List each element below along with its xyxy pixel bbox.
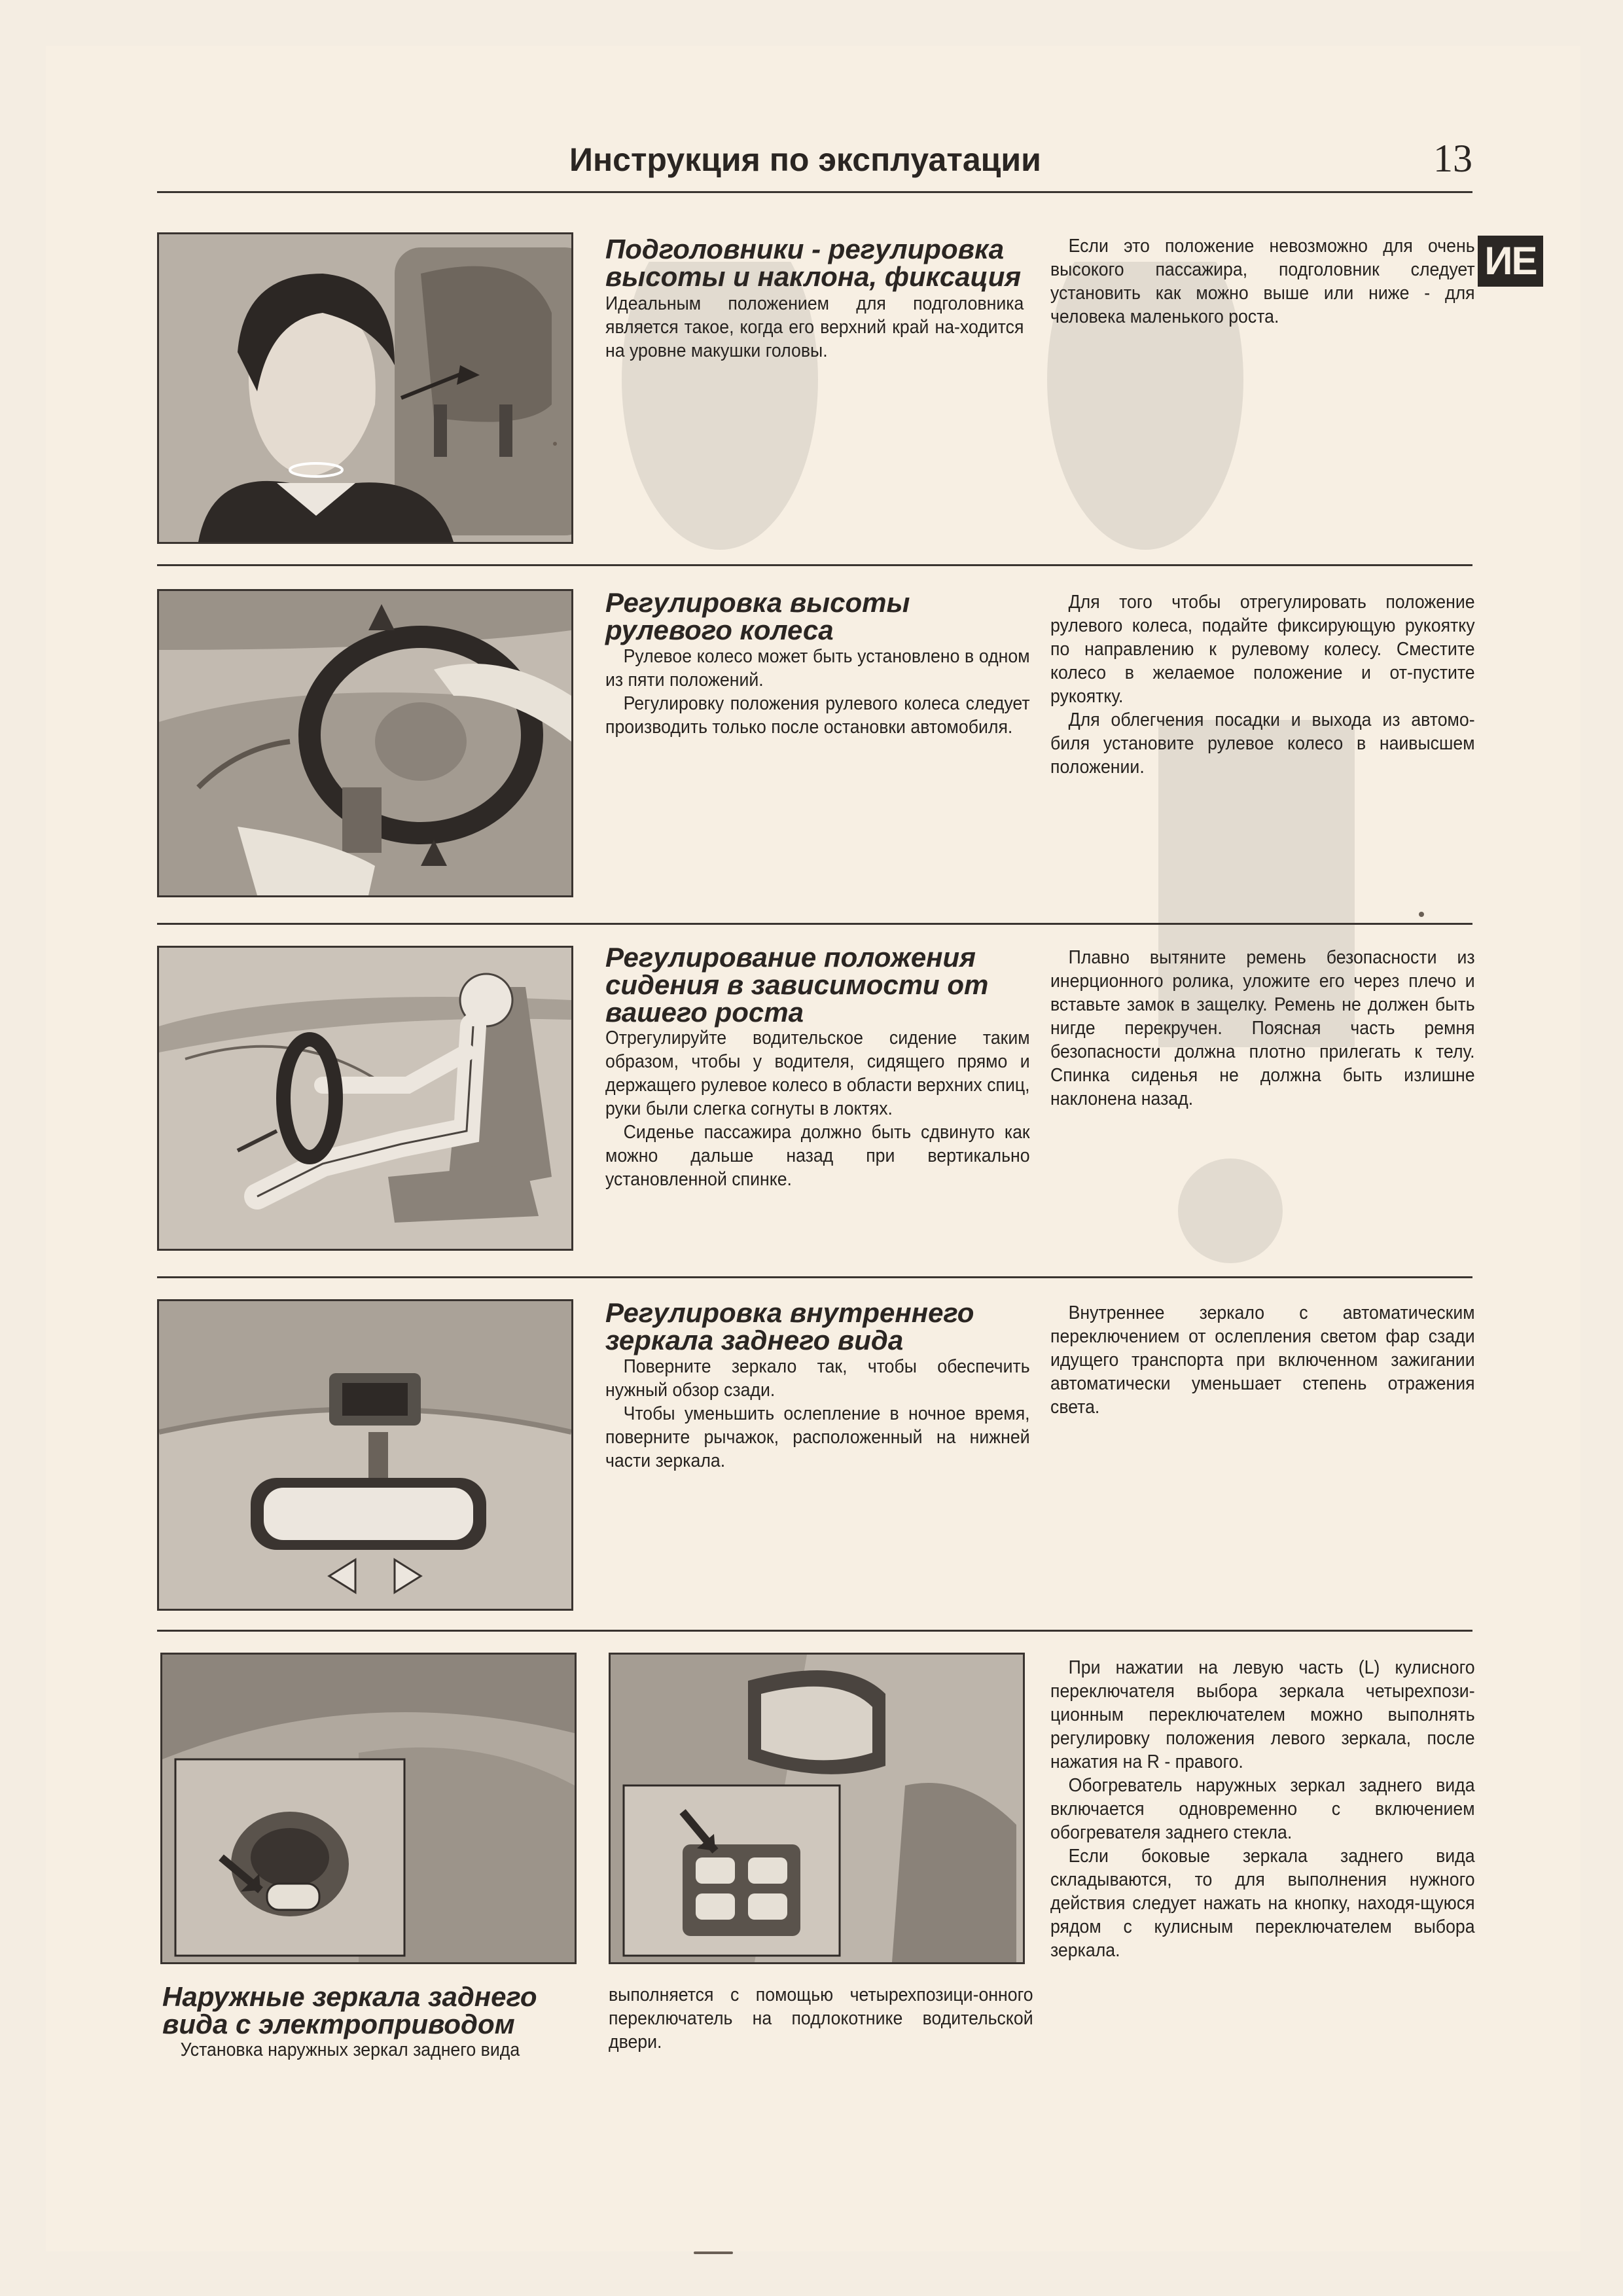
paragraph: Поверните зеркало так, чтобы обеспечить нужный обзор сзади.	[605, 1356, 1030, 1401]
paragraph: Для облегчения посадки и выхода из автомо-биля установите рулевое колесо в наивысшем положении.	[1050, 709, 1475, 778]
heading-line: Регулировка внутреннего	[605, 1297, 974, 1328]
section-heading-seat	[605, 944, 988, 1026]
paragraph: Идеальным положением для подголовника является такое, когда его верхний край на-ходится на уровне макушки головы.	[605, 293, 1024, 361]
paragraph: Если это положение невозможно для очень высокого пассажира, подголовник следует установить как можно выше или ниже - для человека маленького роста.	[1050, 236, 1475, 327]
paragraph: Плавно вытяните ремень безопасности из инерционного ролика, уложите его через плечо и вставьте замок в защелку. Ремень не должен быть нигде перекручен. Поясная часть ремня безопасности должна плотно прилегать к телу. Спинка сиденья не должна быть излишне наклонена назад.	[1050, 947, 1475, 1109]
headrest-text-col2	[1050, 234, 1475, 329]
paragraph: Чтобы уменьшить ослепление в ночное время, поверните рычажок, расположенный на нижней части зеркала.	[605, 1403, 1030, 1471]
steering-text-col1	[605, 645, 1030, 739]
paragraph: При нажатии на левую часть (L) кулисного переключателя выбора зеркала четырехпози-ционным переключателем можно выполнять регулировку положения левого зеркала, после нажатия на R - правого.	[1050, 1657, 1475, 1772]
section-tab-marker: ИЕ	[1478, 236, 1543, 287]
heading-line: высоты и наклона, фиксация	[605, 261, 1022, 292]
heading-line: сидения в зависимости от	[605, 969, 989, 1000]
heading-line: Наружные зеркала заднего	[162, 1981, 537, 2012]
header-rule	[157, 191, 1472, 193]
inner-mirror-text-col2	[1050, 1301, 1475, 1419]
scan-speck	[1419, 912, 1424, 917]
outer-mirrors-text-col1	[162, 2038, 587, 2062]
paragraph: Для того чтобы отрегулировать положение рулевого колеса, подайте фиксирующую рукоятку по направлению к рулевому колесу. Сместите колесо в желаемое положение и от-пустите рукоятку.	[1050, 592, 1475, 707]
heading-line: Регулировка высоты	[605, 587, 910, 618]
heading-line: вида с электроприводом	[162, 2009, 515, 2039]
section-divider	[157, 564, 1472, 566]
steering-text-col2	[1050, 590, 1475, 779]
section-divider	[157, 1630, 1472, 1632]
section-heading-headrest	[605, 236, 1021, 291]
section-divider	[157, 923, 1472, 925]
section-heading-outer-mirrors	[162, 1983, 537, 2038]
headrest-illustration	[157, 232, 573, 544]
seat-position-illustration	[157, 946, 573, 1251]
paragraph: Сиденье пассажира должно быть сдвинуто как можно дальше назад при вертикально установленной спинке.	[605, 1122, 1030, 1190]
heading-line: зеркала заднего вида	[605, 1325, 904, 1355]
paragraph: выполняется с помощью четырехпозици-онного переключатель на подлокотнике водительской двери.	[609, 1984, 1033, 2053]
steering-wheel-illustration	[157, 589, 573, 897]
page-header-title: Инструкция по эксплуатации	[569, 141, 1041, 178]
section-heading-inner-mirror	[605, 1299, 974, 1354]
headrest-text-col1	[605, 292, 1024, 363]
seat-text-col1	[605, 1026, 1030, 1191]
outer-mirrors-text-col-mid	[609, 1983, 1033, 2054]
heading-line: рулевого колеса	[605, 615, 834, 645]
inner-mirror-text-col1	[605, 1355, 1030, 1473]
heading-line: вашего роста	[605, 997, 804, 1028]
outer-mirrors-text-col2	[1050, 1656, 1475, 1962]
paragraph: Обогреватель наружных зеркал заднего вида включается одновременно с включением обогревателя заднего стекла.	[1050, 1775, 1475, 1843]
paragraph: Внутреннее зеркало с автоматическим переключением от ослепления светом фар сзади идущего транспорта при включенном зажигании автоматически уменьшает степень отражения света.	[1050, 1302, 1475, 1418]
rearview-mirror-illustration	[157, 1299, 573, 1611]
paragraph: Если боковые зеркала заднего вида складываются, то для выполнения нужного действия следует нажать на кнопку, находя-щуюся рядом с кулисным переключателем выбора зеркала.	[1050, 1846, 1475, 1961]
paragraph: Отрегулируйте водительское сидение таким образом, чтобы у водителя, сидящего прямо и держащего рулевое колесо в области верхних спиц, руки были слегка согнуты в локтях.	[605, 1028, 1030, 1119]
heading-line: Регулирование положения	[605, 942, 976, 973]
paragraph: Установка наружных зеркал заднего вида	[180, 2039, 520, 2060]
seat-text-col2	[1050, 946, 1475, 1111]
paragraph: Регулировку положения рулевого колеса следует производить только после остановки автомобиля.	[605, 693, 1030, 738]
paragraph: Рулевое колесо может быть установлено в одном из пяти положений.	[605, 646, 1030, 691]
scan-speck	[694, 2251, 733, 2254]
page-number: 13	[1433, 137, 1472, 180]
outer-mirror-illustration	[609, 1653, 1025, 1964]
scan-speck	[553, 442, 557, 446]
heading-line: Подголовники - регулировка	[605, 234, 1005, 264]
section-heading-steering	[605, 589, 910, 644]
door-switch-illustration	[160, 1653, 577, 1964]
section-divider	[157, 1276, 1472, 1278]
